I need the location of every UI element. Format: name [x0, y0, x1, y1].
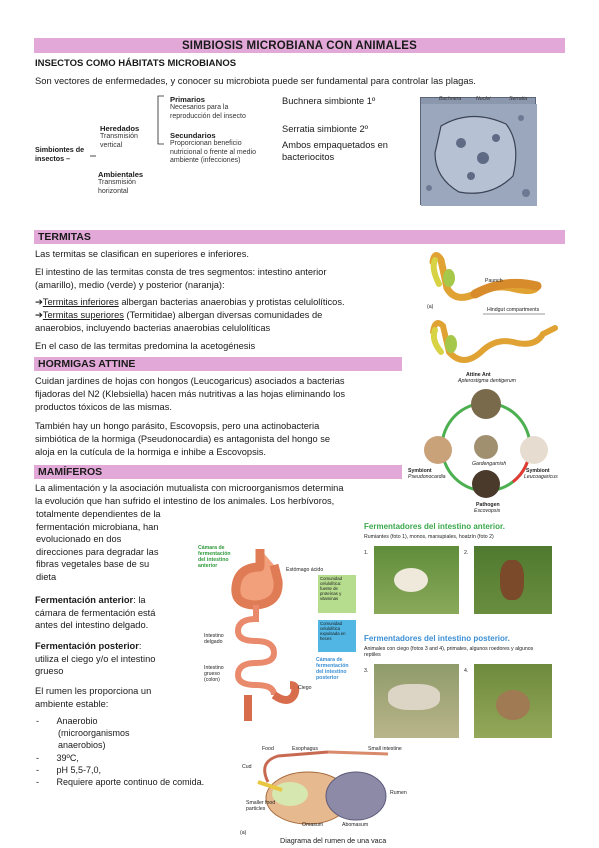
- photo-num-3: 3.: [364, 668, 369, 674]
- rumen-intro: El rumen les proporciona un ambiente estable:: [35, 686, 152, 709]
- label-camara-anterior: Cámara de fermentación del intestino anterior: [198, 545, 231, 569]
- hormigas-heading: HORMIGAS ATTINE: [34, 357, 402, 371]
- list-item-cont: anaerobios): [58, 740, 106, 751]
- micrograph-art: [421, 98, 537, 206]
- termitas-p3: En el caso de las termitas predomina la acetogénesis: [35, 341, 256, 351]
- termitas-heading: TERMITAS: [34, 230, 565, 244]
- termitas-bullet-superiores-2: anaerobios, incluyendo bacterias anaerobias celulolíticas: [35, 323, 271, 333]
- attine-ant-figure: [406, 372, 566, 516]
- list-item: - Requiere aporte continuo de comida.: [36, 777, 205, 788]
- termitas-bullet-inferiores: ➔Termitas inferiores albergan bacterias anaerobias y protistas celulolíticos.: [35, 297, 345, 307]
- label-ant-species: Apterostigma dentigerum: [458, 378, 516, 384]
- insect-notes: Buchnera simbionte 1º Serratia simbionte 2º Ambos empaquetados en bacteriocitos: [282, 96, 388, 162]
- label-garden: Gardengarnish: [472, 461, 507, 467]
- fermenters-panel: [360, 522, 565, 740]
- label-intestino-delgado: Intestino delgado: [204, 633, 224, 645]
- list-item: - Anaerobio: [36, 716, 98, 726]
- label-intestino-grueso: Intestino grueso (colon): [204, 665, 224, 683]
- posterior-fermenters-title: Fermentadores del intestino posterior.: [364, 634, 510, 643]
- micro-label-buchnera: Buchnera: [439, 96, 462, 102]
- rumen-label-smaller-particles: Smaller food particles: [246, 800, 276, 812]
- list-item: - pH 5,5-7,0,: [36, 764, 102, 775]
- photo-num-4: 4.: [464, 668, 469, 674]
- label-symbiont-right: Symbiont: [526, 468, 550, 474]
- photo-num-1: 1.: [364, 550, 369, 556]
- list-item: - 39ºC,: [36, 752, 79, 763]
- photo-hoatzin: [474, 546, 552, 614]
- comunidad-box-1: Comunidad celulolítica: fuente de proteínas y vitaminas: [318, 575, 356, 613]
- termitas-p2b: (amarillo), medio (verde) y posterior (naranja):: [35, 280, 225, 290]
- fermentacion-anterior: Fermentación anterior: la cámara de fermentación está antes del intestino delgado.: [35, 595, 156, 631]
- tree-heredados-sub: Transmisión vertical: [100, 133, 138, 149]
- termitas-p2a: El intestino de las termitas consta de tres segmentos: intestino anterior: [35, 267, 327, 277]
- label-ciego: Ciego: [298, 685, 312, 691]
- rumen-label-a: (a): [240, 830, 247, 836]
- label-camara-posterior: Cámara de fermentación del intestino posterior: [316, 657, 349, 681]
- rumen-art: [238, 742, 418, 832]
- page-title: SIMBIOSIS MICROBIANA CON ANIMALES: [34, 38, 565, 53]
- label-escovopsis: Escovopsis: [474, 508, 501, 514]
- insectos-intro: Son vectores de enfermedades, y conocer su microbiota puede ser fundamental para controlar las plagas.: [35, 75, 476, 86]
- label-symbiont-left: Symbiont: [408, 468, 432, 474]
- label-hindgut: Hindgut compartments: [487, 307, 540, 313]
- comunidad-box-2: Comunidad celulolítica expulsada en heces: [318, 620, 356, 652]
- link-termitas-superiores[interactable]: Termitas superiores: [42, 310, 124, 320]
- tree-root: Simbiontes de insectos –: [35, 145, 85, 163]
- label-a: (a): [427, 304, 434, 310]
- label-estomago: Estómago ácido: [286, 567, 324, 573]
- hormigas-p2: También hay un hongo parásito, Escovopsis, pero una actinobacteria simbiótica de la hormiga (Pseudonocardia) es antagonista del hongo se aloja en la cutícula de la hormiga e inhibe a Escovopsis.: [35, 421, 331, 458]
- anterior-fermenters-title: Fermentadores del intestino anterior.: [364, 522, 505, 531]
- mamiferos-heading: MAMÍFEROS: [34, 465, 402, 479]
- termitas-bullet-superiores: ➔Termitas superiores (Termitidae) albergan diversas comunidades de: [35, 310, 323, 320]
- label-pathogen: Pathogen: [476, 502, 500, 508]
- rumen-label-rumen: Rumen: [390, 790, 407, 796]
- mamiferos-p1-rest: totalmente dependientes de la fermentación microbiana, han evolucionado en dos direcciones para degradar las fibras vegetales base de su dieta: [36, 509, 161, 582]
- rumen-label-food: Food: [262, 746, 274, 752]
- rumen-label-omasum: Omasum: [302, 822, 324, 828]
- rumen-label-abomasum: Abomasum: [342, 822, 369, 828]
- mamiferos-p1: La alimentación y la asociación mutualista con microorganismos determina la evolución que han sufrido el intestino de los animales. Los herbívoros,: [35, 483, 344, 507]
- label-leucoagaricus: Leucoagaricus: [524, 474, 558, 480]
- label-pseudonocardia: Pseudonocardia: [408, 474, 446, 480]
- termitas-p1: Las termitas se clasifican en superiores e inferiores.: [35, 249, 249, 259]
- photo-sheep: [374, 546, 459, 614]
- anterior-fermenters-sub: Rumiantes (foto 1), monos, marsupiales, hoatzín (foto 2): [364, 534, 494, 540]
- label-attine-ant: Attine Ant: [466, 372, 491, 378]
- rumen-label-cud: Cud: [242, 764, 252, 770]
- rumen-label-small-intestine: Small intestine: [368, 746, 402, 752]
- bacteriocyte-micrograph: [420, 97, 536, 205]
- insectos-heading: INSECTOS COMO HÁBITATS MICROBIANOS: [35, 58, 237, 69]
- photo-rabbit: [474, 664, 552, 738]
- tree-secundarios-sub: Proporcionan beneficio nutricional o frente al medio ambiente (infecciones): [170, 140, 256, 164]
- link-termitas-inferiores[interactable]: Termitas inferiores: [42, 297, 119, 307]
- rumen-caption: Diagrama del rumen de una vaca: [280, 836, 387, 845]
- tree-secundarios: Secundarios: [170, 131, 216, 140]
- attine-cycle-art: [406, 372, 566, 516]
- tree-ambientales-sub: Transmisión horizontal: [98, 179, 136, 195]
- hormigas-p1: Cuidan jardines de hojas con hongos (Leucogaricus) asociados a bacterias fijadoras del N2 (Klebsiella) hacen más nutritivas a las hojas eliminando los productos tóxicos de las mismas.: [35, 376, 346, 413]
- photo-num-2: 2.: [464, 550, 469, 556]
- photo-horse: [374, 664, 459, 738]
- fermentacion-posterior: Fermentación posterior: utiliza el ciego y/o el intestino grueso: [35, 641, 156, 677]
- tree-heredados: Heredados: [100, 124, 140, 133]
- label-paunch: Paunch: [485, 278, 503, 284]
- rumen-list: [36, 715, 204, 788]
- micro-label-serratia: Serratia: [509, 96, 528, 102]
- tree-ambientales: Ambientales: [98, 170, 144, 179]
- termite-gut-figure: [425, 248, 565, 374]
- rumen-label-esophagus: Esophagus: [292, 746, 318, 752]
- list-item-cont: (microorganismos: [58, 728, 130, 739]
- posterior-fermenters-sub: Animales con ciego (fotos 3 and 4), primates, algunos roedores y algunos reptiles: [364, 646, 534, 658]
- rumen-diagram: [238, 742, 418, 848]
- tree-primarios-sub: Necesarios para la reproducción del insecto: [170, 104, 246, 120]
- micro-label-nuclei: Nuclei: [476, 96, 491, 102]
- tree-primarios: Primarios: [170, 95, 206, 104]
